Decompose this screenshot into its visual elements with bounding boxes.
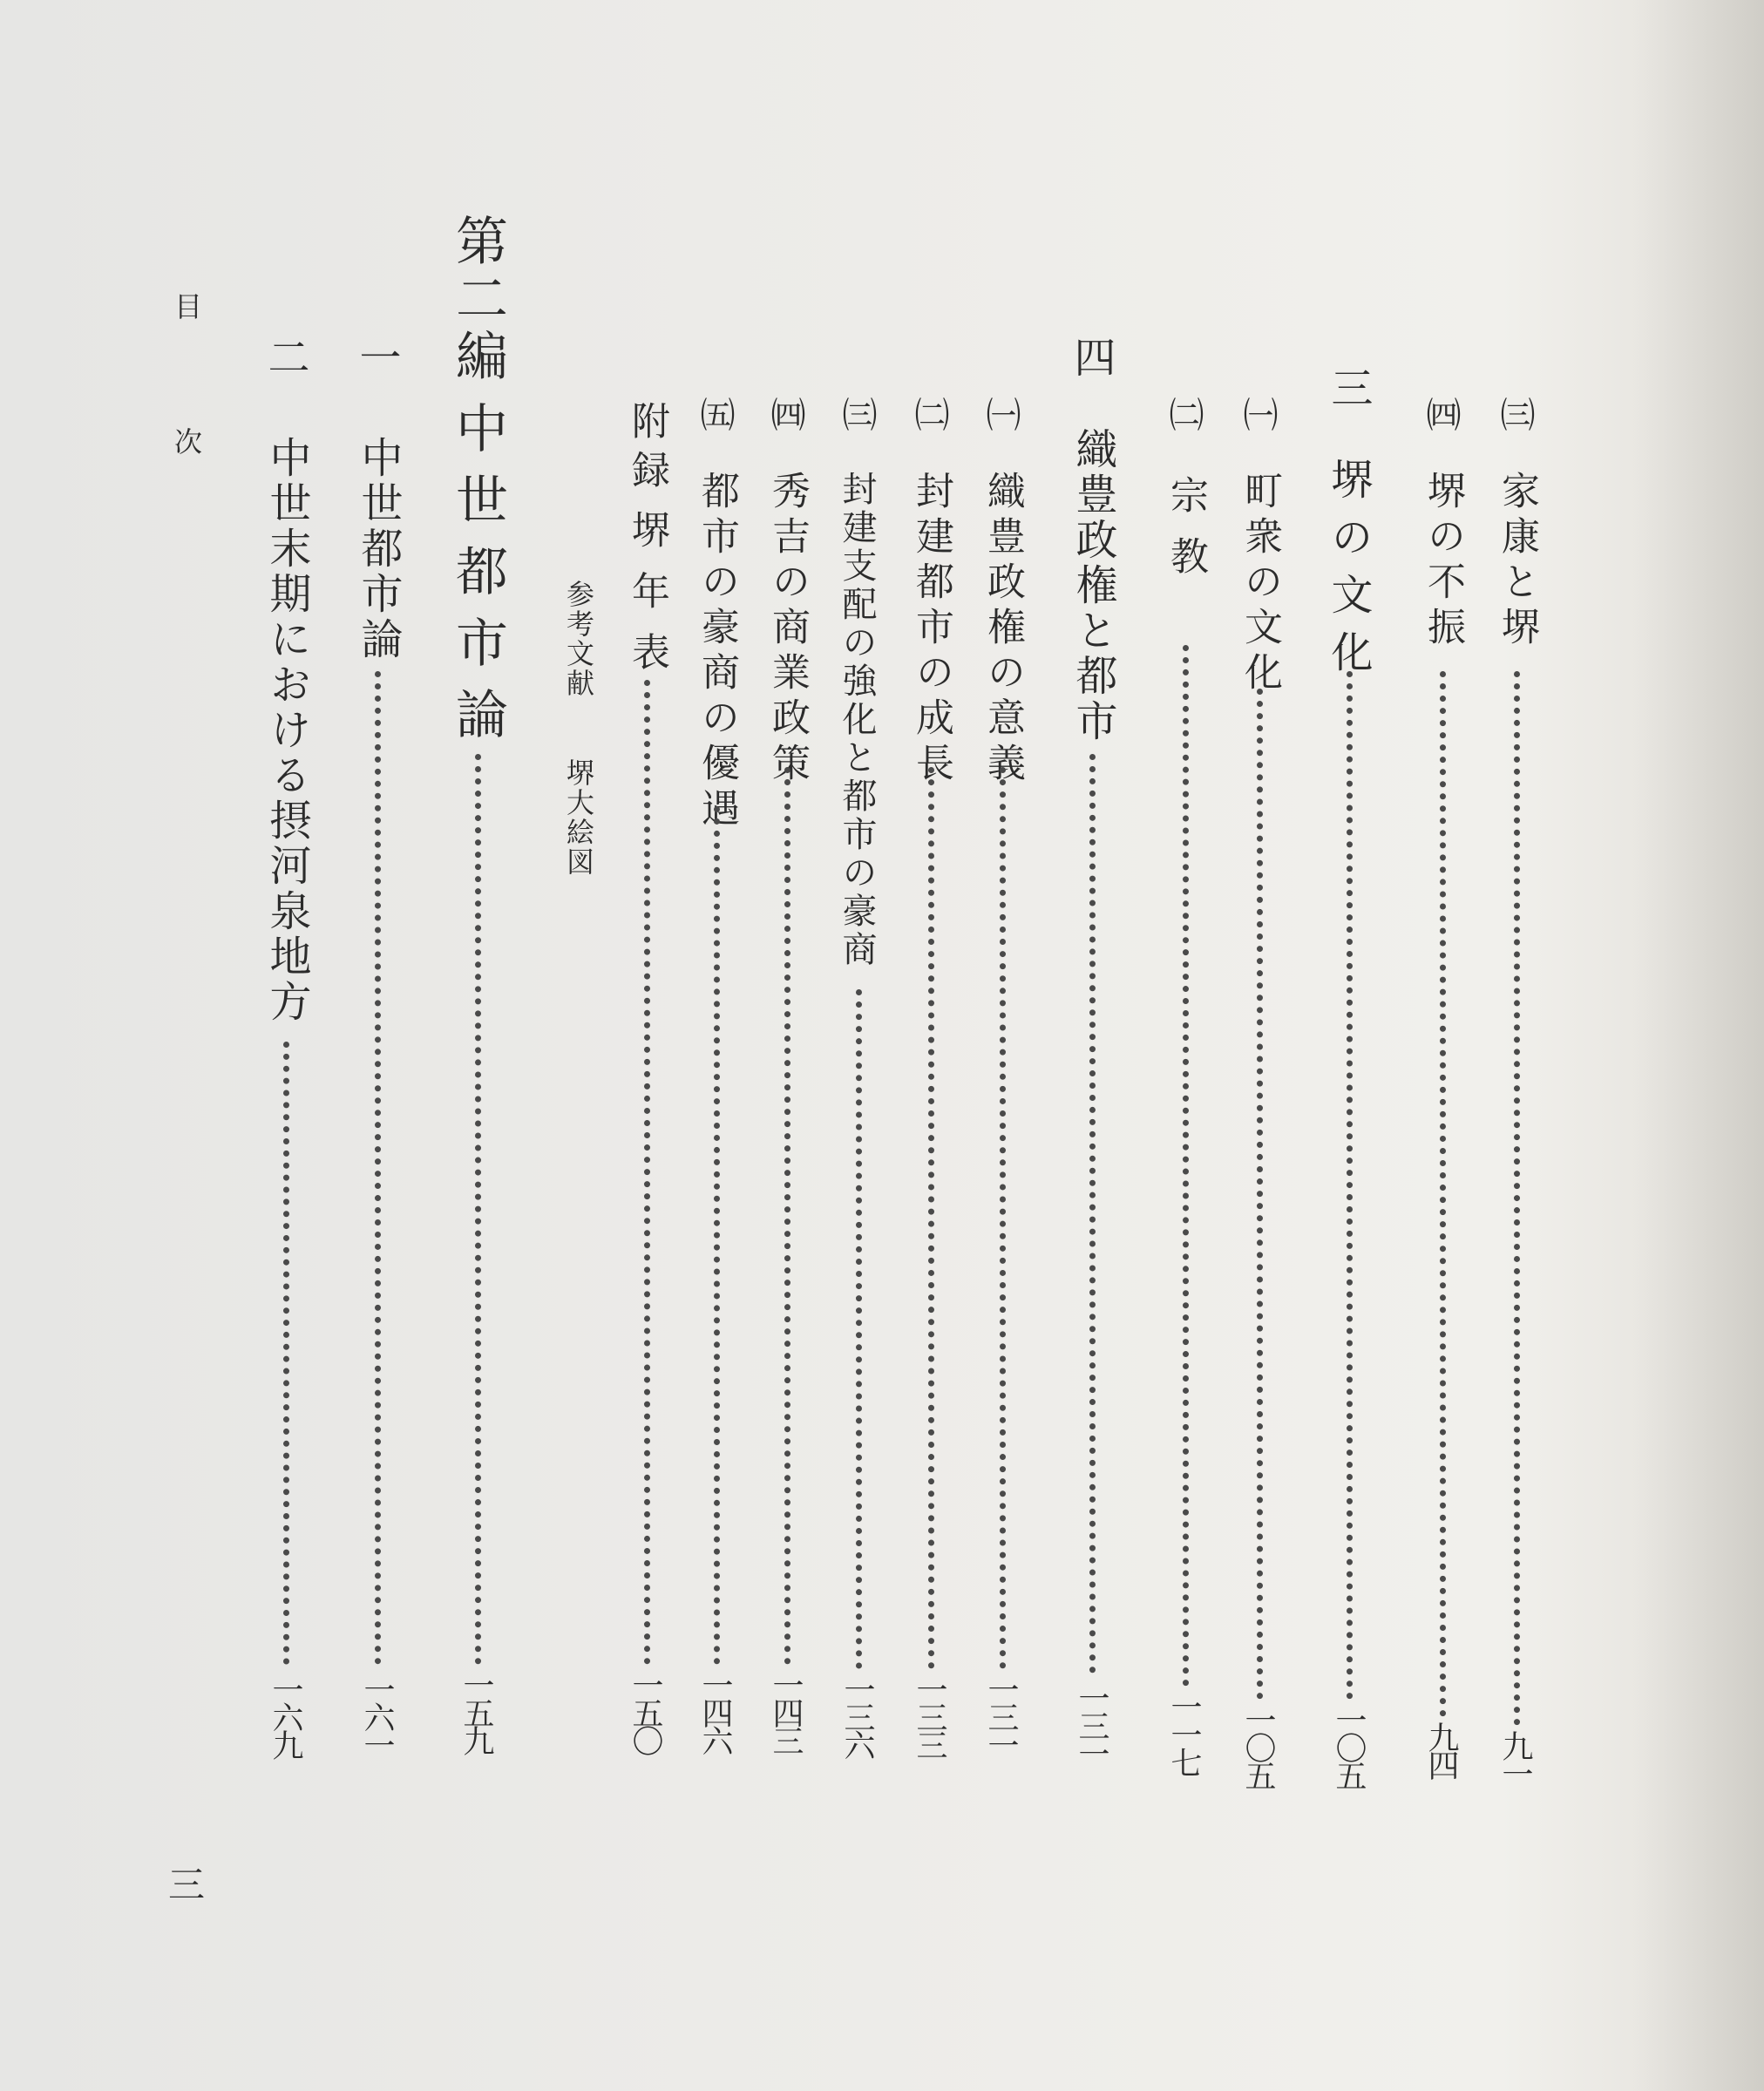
entry-page-number: 一三六 — [839, 1673, 875, 1757]
dotted-leader — [644, 680, 650, 1665]
toc-entry[interactable] — [976, 0, 1028, 2091]
entry-title: 中世都市論 — [447, 401, 508, 758]
entry-marker: ㈠ — [980, 397, 1021, 431]
appendix-note — [558, 0, 601, 2091]
entry-page-number: 一〇五 — [1331, 1704, 1367, 1788]
entry-title: 中世都市論 — [354, 436, 403, 662]
entry-title: 町衆の文化 — [1238, 471, 1282, 697]
page-number — [157, 0, 209, 2091]
entry-title: 堺年表 — [625, 510, 669, 693]
dotted-leader — [714, 806, 720, 1665]
entry-marker: 二 — [261, 336, 309, 393]
dotted-leader — [283, 1042, 289, 1665]
running-header-ji: 次 — [170, 427, 203, 481]
entry-title: 織豊政権の意義 — [980, 471, 1025, 788]
entry-title: 堺の文化 — [1324, 458, 1373, 688]
toc-entry[interactable] — [1233, 0, 1286, 2091]
entry-page-number: 一四三 — [768, 1669, 804, 1753]
entry-title: 秀吉の商業政策 — [765, 471, 810, 788]
entry-marker: 附録 — [625, 401, 669, 499]
entry-marker: ㈣ — [765, 397, 805, 431]
dotted-leader — [1347, 671, 1353, 1700]
entry-page-number: 一三一 — [1074, 1682, 1109, 1766]
dotted-leader — [1089, 754, 1096, 1673]
appendix-note-references: 参考文献 — [562, 580, 595, 698]
entry-marker: ㈡ — [909, 397, 949, 431]
entry-marker: ㈡ — [1164, 397, 1204, 431]
entry-page-number: 一六一 — [359, 1673, 395, 1757]
entry-page-number: 九四 — [1423, 1721, 1459, 1777]
entry-marker: 第二編 — [447, 214, 508, 386]
entry-page-number: 一三一 — [983, 1673, 1019, 1757]
toc-entry[interactable] — [761, 0, 813, 2091]
entry-marker: 三 — [1324, 366, 1373, 424]
entry-title: 宗教 — [1164, 475, 1208, 597]
toc-entry[interactable] — [349, 0, 410, 2091]
toc-entry[interactable] — [1063, 0, 1124, 2091]
entry-title: 封建都市の成長 — [909, 471, 953, 788]
dotted-leader — [1183, 645, 1189, 1687]
entry-page-number: 一三三 — [912, 1673, 947, 1757]
toc-entry[interactable] — [1416, 0, 1469, 2091]
entry-title: 堺の不振 — [1421, 471, 1465, 652]
entry-marker: 一 — [352, 336, 401, 393]
entry-title: 都市の豪商の優遇 — [695, 471, 739, 833]
toc-entry[interactable] — [444, 0, 514, 2091]
entry-title: 織豊政権と都市 — [1069, 427, 1117, 744]
entry-page-number: 一〇五 — [1240, 1704, 1276, 1788]
dotted-leader — [1440, 671, 1446, 1717]
dotted-leader — [856, 989, 862, 1669]
entry-page-number: 一五〇 — [628, 1669, 663, 1753]
dotted-leader — [1000, 767, 1006, 1669]
page-gutter-shadow — [1633, 0, 1764, 2091]
entry-marker: ㈠ — [1238, 397, 1278, 431]
toc-entry[interactable] — [621, 0, 673, 2091]
entry-title: 封建支配の強化と都市の豪商 — [837, 471, 877, 969]
running-header-mo: 目 — [170, 292, 203, 346]
entry-page-number: 一四六 — [697, 1669, 733, 1753]
entry-marker: 四 — [1067, 336, 1116, 393]
toc-entry[interactable] — [905, 0, 957, 2091]
page-number-text: 三 — [163, 1865, 206, 1902]
appendix-note-map: 堺大絵図 — [562, 758, 595, 877]
dotted-leader — [475, 754, 481, 1665]
entry-title: 家康と堺 — [1495, 471, 1539, 652]
toc-entry[interactable] — [690, 0, 743, 2091]
entry-marker: ㈣ — [1421, 397, 1461, 431]
entry-page-number: 一一七 — [1166, 1691, 1202, 1775]
toc-entry[interactable] — [1320, 0, 1381, 2091]
dotted-leader — [375, 671, 381, 1665]
entry-page-number: 一六九 — [268, 1673, 303, 1757]
toc-entry[interactable] — [257, 0, 318, 2091]
entry-title: 中世末期における摂河泉地方 — [262, 436, 311, 1025]
toc-entry[interactable] — [1159, 0, 1211, 2091]
entry-page-number: 九一 — [1497, 1730, 1533, 1786]
dotted-leader — [784, 767, 790, 1665]
dotted-leader — [1257, 689, 1263, 1700]
entry-marker: ㈢ — [837, 397, 877, 431]
toc-entry[interactable] — [832, 0, 885, 2091]
toc-entry[interactable] — [1490, 0, 1543, 2091]
dotted-leader — [928, 767, 934, 1669]
dotted-leader — [1514, 671, 1520, 1726]
entry-page-number: 一五九 — [458, 1669, 494, 1753]
entry-marker: ㈤ — [695, 397, 735, 431]
entry-marker: ㈢ — [1495, 397, 1535, 431]
